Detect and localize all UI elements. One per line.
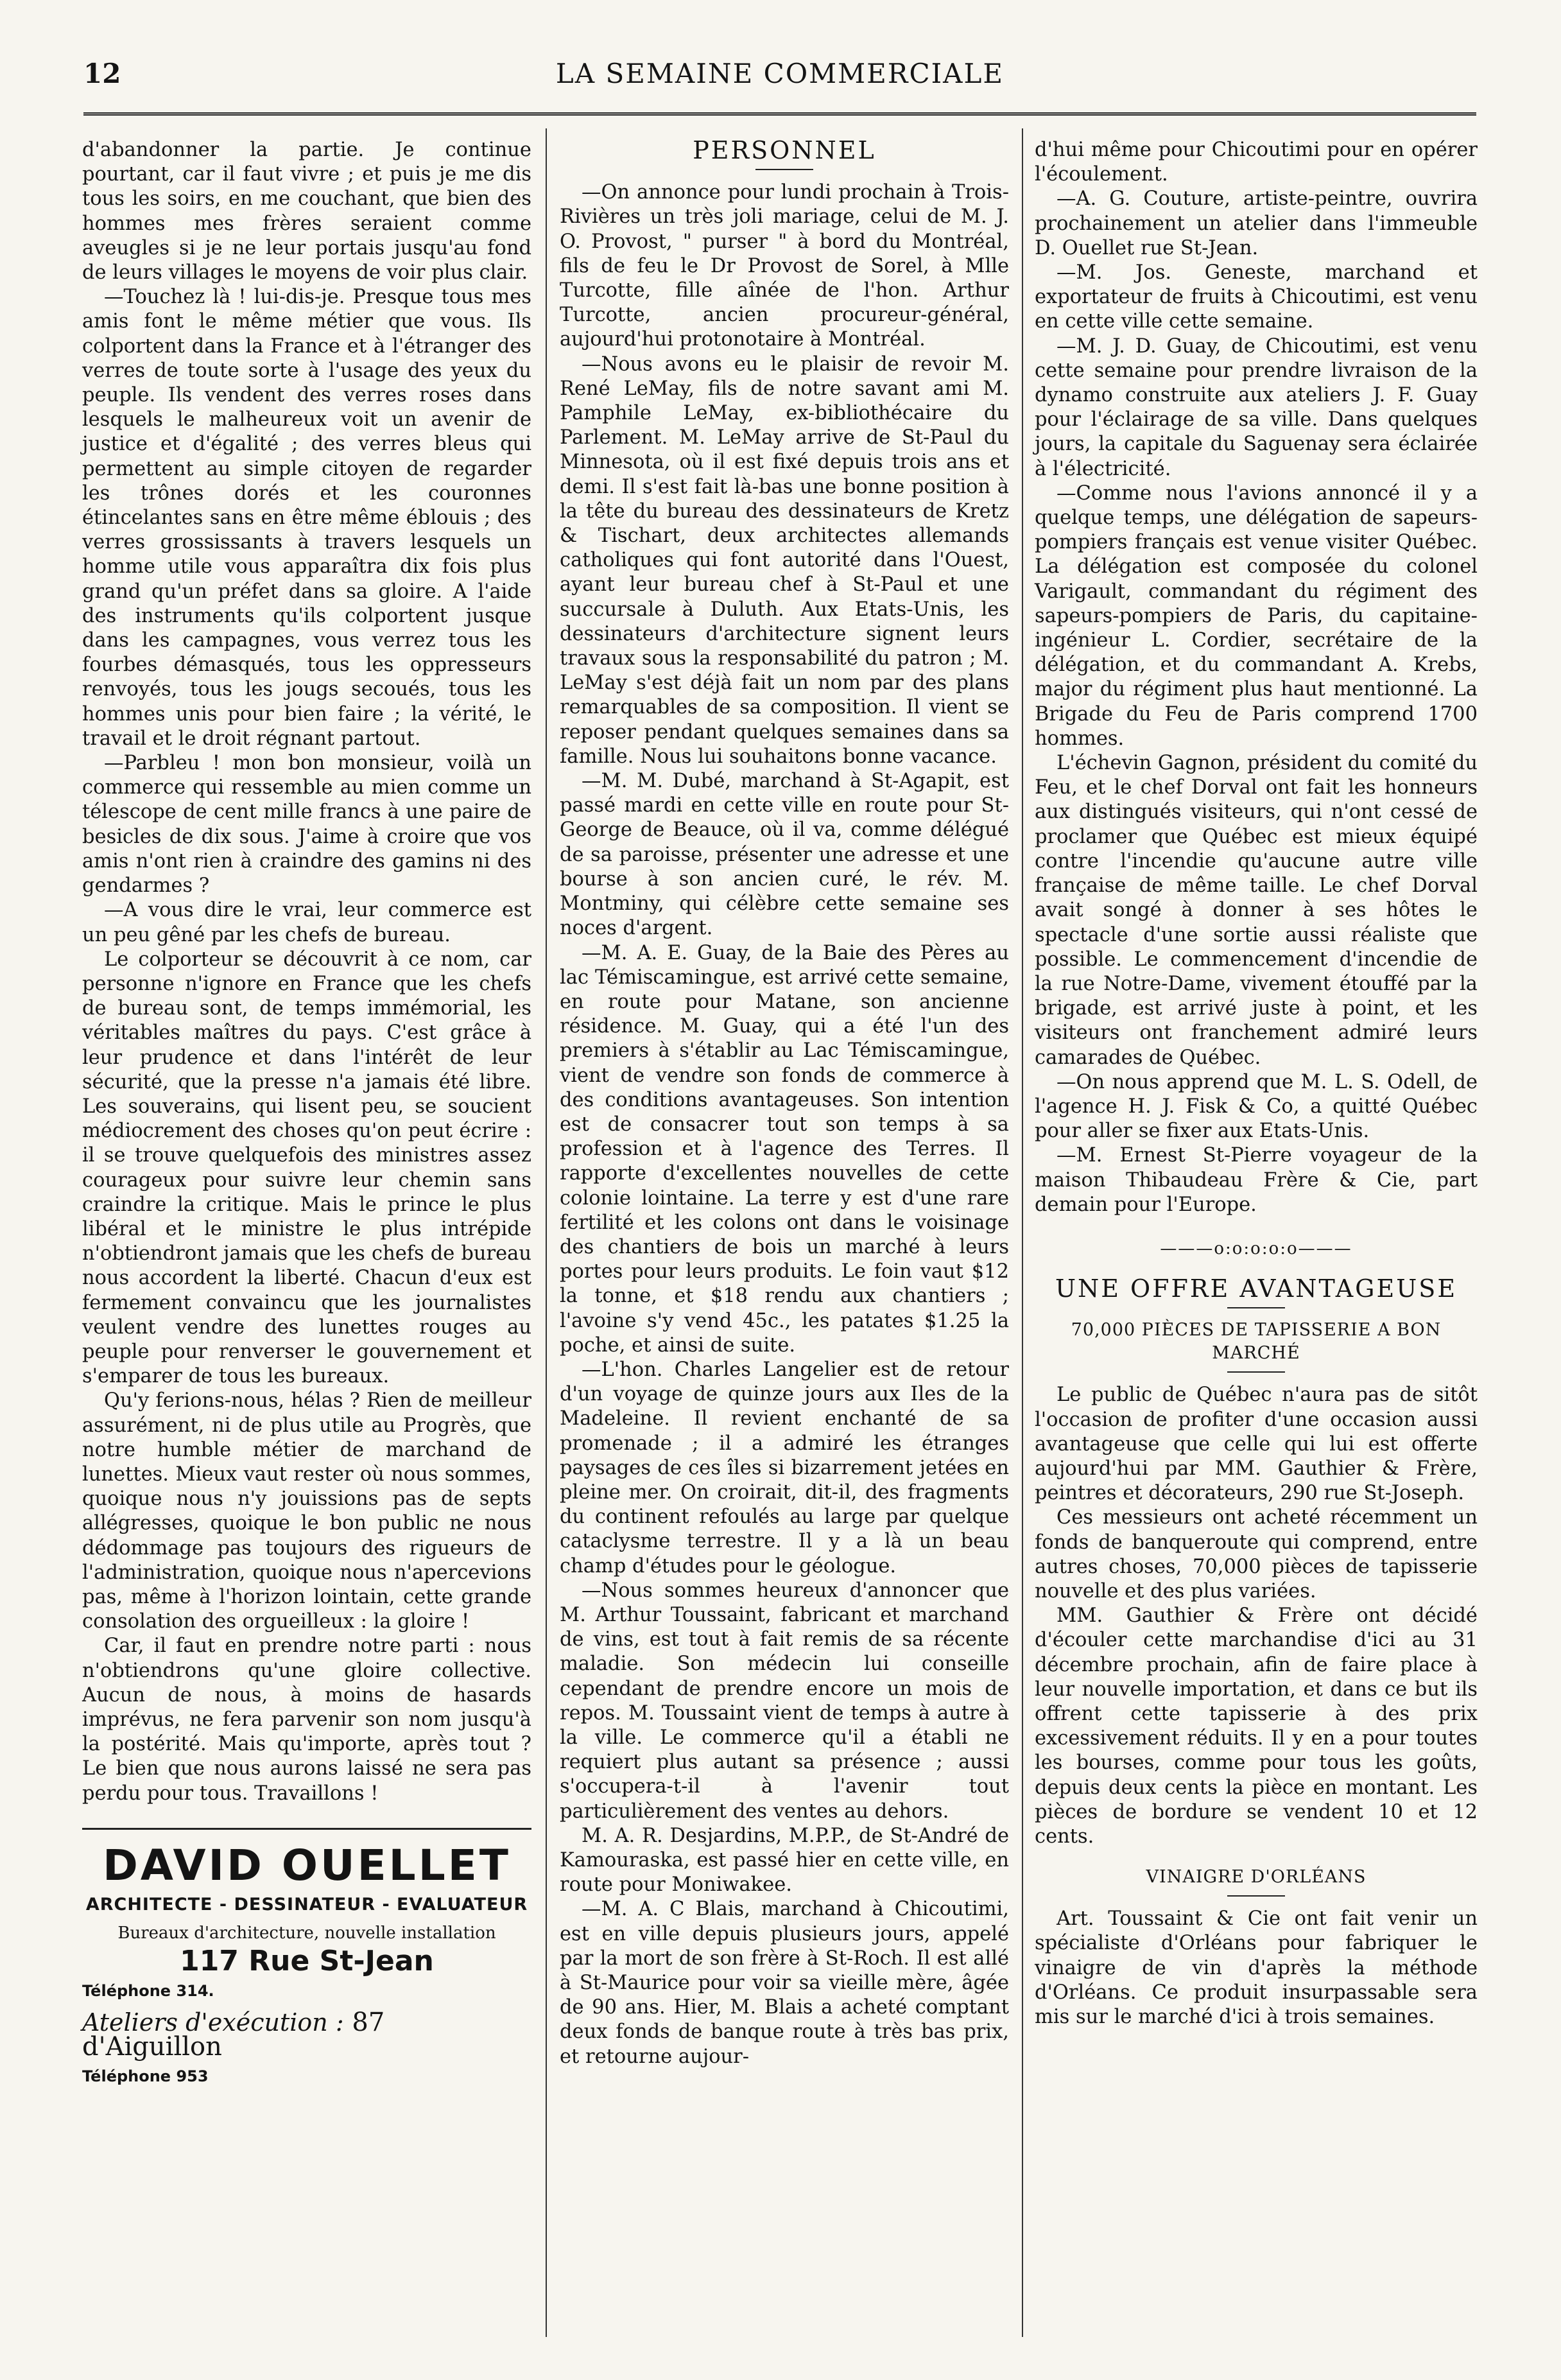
article-paragraph: —M. J. D. Guay, de Chicoutimi, est venu cette semaine pour prendre livraison de la dynamo construite aux ateliers J. F. Guay pour l'éclairage de sa ville. Dans quelques jours, la capitale du Saguenay sera éclairée à l'électricité. — [1035, 334, 1478, 480]
advertisement-david-ouellet — [82, 1828, 531, 2089]
ad-address: 117 Rue St-Jean — [180, 1945, 434, 1978]
article-paragraph: —On annonce pour lundi prochain à Trois-Rivières un très joli mariage, celui de M. J. O. Provost, " purser " à bord du Montréal, fils de feu le Dr Provost de Sorel, à Mlle Turcotte, fille aînée de l'hon. Arthur Turcotte, ancien procureur-général, aujourd'hui protonotaire à Montréal. — [560, 181, 1009, 351]
article-paragraph: —M. Ernest St-Pierre voyageur de la maison Thibaudeau Frère & Cie, part demain pour l'Europe. — [1035, 1144, 1478, 1216]
title-rule — [755, 169, 813, 170]
ad-name: DAVID OUELLET — [103, 1840, 511, 1890]
article-paragraph: —L'hon. Charles Langelier est de retour d'un voyage de quinze jours aux Iles de la Madeleine. Il revient enchanté de sa promenade ; il a admiré les étranges paysages de ces îles si bizarrement jetées en pleine mer. On croirait, dit-il, des fragments du continent refoulés au large par quelque cataclysme terrestre. Il y a là un beau champ d'études pour le géologue. — [560, 1358, 1009, 1577]
page-number: 12 — [83, 58, 121, 89]
ad-phone-1: Téléphone 314. — [82, 1982, 214, 2001]
article-paragraph: Le colporteur se découvrit à ce nom, car personne n'ignore en France que les chefs de bureau sont, de temps immémorial, les véritables maîtres du pays. C'est grâce à leur prudence et dans l'intérêt de leur sécurité, que la presse n'a jamais été libre. Les souverains, qui lisent peu, se soucient médiocrement des choses qu'on peut écrire : il se trouve quelquefois des ministres assez courageux pour suivre leur chemin sans craindre la critique. Mais le prince le plus libéral et le ministre le plus intrépide n'obtiendront jamais que les chefs de bureau nous accordent la liberté. Chacun d'eux est fermement convaincu que les journalistes veulent vendre des lunettes rouges au peuple pour renverser le gouvernement et s'emparer de tous les bureaux. — [82, 948, 531, 1388]
section-title-offer: UNE OFFRE AVANTAGEUSE — [1055, 1274, 1458, 1303]
article-paragraph: d'hui même pour Chicoutimi pour en opérer l'écoulement. — [1035, 139, 1478, 186]
article-paragraph: —M. A. C Blais, marchand à Chicoutimi, est en ville depuis plusieurs jours, appelé par la mort de son frère à St-Roch. Il est allé à St-Maurice pour voir sa vieille mère, âgée de 90 ans. Hier, M. Blais a acheté comptant deux fonds de banque route à très bas prix, et retourne aujour- — [560, 1898, 1009, 2068]
article-paragraph: —Comme nous l'avions annoncé il y a quelque temps, une délégation de sapeurs-pompiers français est venue visiter Québec. La délégation est composée du colonel Varigault, commandant du régiment des sapeurs-pompiers de Paris, du capitaine-ingénieur L. Cordier, secrétaire de la délégation, et du commandant A. Krebs, major du régiment plus haut mentionné. La Brigade du Feu de Paris comprend 1700 hommes. — [1035, 482, 1478, 750]
article-paragraph: Art. Toussaint & Cie ont fait venir un spécialiste d'Orléans pour fabriquer le vinaigre de vin d'après la méthode d'Orléans. Ce produit insurpassable sera mis sur le marché d'ici à trois semaines. — [1035, 1907, 1478, 2029]
column-3 — [1035, 138, 1478, 2029]
article-paragraph: —Touchez là ! lui-dis-je. Presque tous mes amis font le même métier que vous. Ils colportent dans la France et à l'étranger des verres de toute sorte à l'usage des yeux du peuple. Ils vendent des verres roses dans lesquels le malheureux voit un avenir de justice et d'égalité ; des verres bleus qui permettent au simple citoyen de regarder les trônes dorés et les couronnes étincelantes sans en être même éblouis ; des verres grossissants à travers lesquels un homme utile vous apparaîtra dix fois plus grand qu'un préfet dans sa gloire. A l'aide des instruments qu'ils colportent jusque dans les campagnes, vous verrez tous les fourbes démasqués, tous les oppresseurs renvoyés, tous les jougs secoués, tous les hommes unis pour bien faire ; la vérité, le travail et le droit régnant partout. — [82, 286, 531, 750]
column-1 — [82, 138, 531, 2089]
article-paragraph: MM. Gauthier & Frère ont décidé d'écouler cette marchandise d'ici au 31 décembre prochain, afin de faire place à leur nouvelle importation, et dans ce but ils offrent cette tapisserie à des prix excessivement réduits. Il y en a pour toutes les bourses, comme pour tous les goûts, depuis deux cents la pièce en montant. Les pièces de bordure se vendent 10 et 12 cents. — [1035, 1604, 1478, 1848]
article-paragraph: Le public de Québec n'aura pas de sitôt l'occasion de profiter d'une occasion aussi avantageuse que celle qui lui est offerte aujourd'hui par MM. Gauthier & Frère, peintres et décorateurs, 290 rue St-Joseph. — [1035, 1384, 1478, 1505]
offer-subtitle: 70,000 PIÈCES DE TAPISSERIE A BON MARCHÉ — [1071, 1320, 1442, 1364]
article-paragraph: —Nous sommes heureux d'annoncer que M. Arthur Toussaint, fabricant et marchand de vins, est tout à fait remis de sa récente maladie. Son médecin lui conseille cependant de prendre encore un mois de repos. M. Toussaint vient de temps à autre à la ville. Le commerce qu'il a établi ne requiert plus autant sa présence ; aussi s'occupera-t-il à l'avenir tout particulièrement des ventes au dehors. — [560, 1579, 1009, 1823]
ad-works-address: 87 d'Aiguillon — [82, 2007, 385, 2062]
ad-works-label: Ateliers d'exécution : — [82, 2008, 344, 2037]
article-paragraph: —Nous avons eu le plaisir de revoir M. René LeMay, fils de notre savant ami M. Pamphile LeMay, ex-bibliothécaire du Parlement. M. LeMay arrive de St-Paul du Minnesota, où il est fixé depuis trois ans et demi. Il s'est fait là-bas une bonne position à la tête du bureau des dessinateurs de Kretz & Tischart, deux architectes allemands catholiques qui font autorité dans l'Ouest, ayant leur bureau chef à St-Paul et une succursale à Duluth. Aux Etats-Unis, les dessinateurs d'architecture signent leurs travaux sous la responsabilité du patron ; M. LeMay s'est déjà fait un nom par des plans remarquables de sa composition. Il vient se reposer pendant quelques semaines dans sa famille. Nous lui souhaitons bonne vacance. — [560, 352, 1009, 768]
article-paragraph: L'échevin Gagnon, président du comité du Feu, et le chef Dorval ont fait les honneurs aux distingués visiteurs, qui n'ont cessé de proclamer que Québec est mieux équipé contre l'incendie qu'aucune autre ville française de même taille. Le chef Dorval avait songé à donner à ses hôtes le spectacle d'une sortie aussi réaliste que possible. Le commencement d'incendie de la rue Notre-Dame, vivement étouffé par la brigade, est arrivé juste à point, et les visiteurs ont franchement admiré leurs camarades de Québec. — [1035, 752, 1478, 1069]
column-divider-1 — [546, 128, 547, 2337]
column-divider-2 — [1022, 128, 1023, 2337]
ad-phone-2: Téléphone 953 — [82, 2067, 209, 2086]
article-paragraph: Ces messieurs ont acheté récemment un fonds de banqueroute qui comprend, entre autres choses, 70,000 pièces de tapisserie nouvelle et des plus variées. — [1035, 1506, 1478, 1603]
ad-services: Bureaux d'architecture, nouvelle installation — [117, 1924, 496, 1943]
subtitle-rule — [1227, 1371, 1285, 1373]
section-separator: ———o:o:o:o:o——— — [1160, 1238, 1352, 1258]
section-title-personnel: PERSONNEL — [693, 136, 876, 164]
ad-profession: ARCHITECTE - DESSINATEUR - EVALUATEUR — [85, 1894, 528, 1915]
title-rule — [1227, 1895, 1285, 1897]
ad-works — [82, 2007, 531, 2062]
article-paragraph: Qu'y ferions-nous, hélas ? Rien de meilleur assurément, ni de plus utile au Progrès, que notre humble métier de marchand de lunettes. Mieux vaut rester où nous sommes, quoique nous n'y jouissions pas de septs allégresses, quoique le bon public ne nous dédommage pas toujours des rigueurs de l'administration, quoique nous n'apercevions pas, même à l'horizon lointain, cette grande consolation des orgueilleux : la gloire ! — [82, 1389, 531, 1633]
journal-title: LA SEMAINE COMMERCIALE — [555, 58, 1005, 89]
article-paragraph: —A vous dire le vrai, leur commerce est un peu gêné par les chefs de bureau. — [82, 899, 531, 946]
article-paragraph: —Parbleu ! mon bon monsieur, voilà un commerce qui ressemble au mien comme un télescope de cent mille francs à une paire de besicles de dix sous. J'aime à croire que vos amis n'ont rien à craindre des gamins ni des gendarmes ? — [82, 752, 531, 898]
header-rule — [83, 112, 1476, 116]
article-paragraph: d'abandonner la partie. Je continue pourtant, car il faut vivre ; et puis je me dis tous les soirs, en me couchant, que bien des hommes mes frères seraient comme aveugles si je ne leur portais jusqu'au fond de leurs villages le moyens de voir plus clair. — [82, 139, 531, 284]
article-paragraph: M. A. R. Desjardins, M.P.P., de St-André de Kamouraska, est passé hier en cette ville, en route pour Moniwakee. — [560, 1824, 1009, 1897]
article-paragraph: —A. G. Couture, artiste-peintre, ouvrira prochainement un atelier dans l'immeuble D. Ouellet rue St-Jean. — [1035, 187, 1478, 259]
article-paragraph: —M. M. Dubé, marchand à St-Agapit, est passé mardi en cette ville en route pour St-George de Beauce, où il va, comme délégué de sa paroisse, présenter une adresse et une bourse à son ancien curé, le rév. M. Montminy, qui célèbre cette semaine ses noces d'argent. — [560, 770, 1009, 940]
column-2 — [560, 138, 1009, 2069]
article-paragraph: Car, il faut en prendre notre parti : nous n'obtiendrons qu'une gloire collective. Aucun de nous, à moins de hasards imprévus, ne fera parvenir son nom jusqu'à la postérité. Mais qu'importe, après tout ? Le bien que nous aurons laissé ne sera pas perdu pour tous. Travaillons ! — [82, 1635, 531, 1805]
article-paragraph: —M. A. E. Guay, de la Baie des Pères au lac Témiscamingue, est arrivé cette semaine, en route pour Matane, son ancienne résidence. M. Guay, qui a été l'un des premiers à s'établir au Lac Témiscamingue, vient de vendre son fonds de commerce à des conditions avantageuses. Son intention est de consacrer tout son temps à sa profession et à l'agence des Terres. Il rapporte d'excellentes nouvelles de cette colonie lointaine. La terre y est d'une rare fertilité et les colons ont dans le voisinage des chantiers de bois un marché à leurs portes pour leurs produits. Le foin vaut $12 la tonne, et $18 rendu aux chantiers ; l'avoine s'y vend 45c., les patates $1.25 la poche, et ainsi de suite. — [560, 941, 1009, 1357]
title-rule — [1227, 1307, 1285, 1308]
article-paragraph: —On nous apprend que M. L. S. Odell, de l'agence H. J. Fisk & Co, a quitté Québec pour aller se fixer aux Etats-Unis. — [1035, 1070, 1478, 1143]
article-paragraph: —M. Jos. Geneste, marchand et exportateur de fruits à Chicoutimi, est venu en cette ville cette semaine. — [1035, 261, 1478, 333]
page-header — [83, 58, 1476, 103]
section-title-vinegar: VINAIGRE D'ORLÉANS — [1146, 1867, 1367, 1888]
